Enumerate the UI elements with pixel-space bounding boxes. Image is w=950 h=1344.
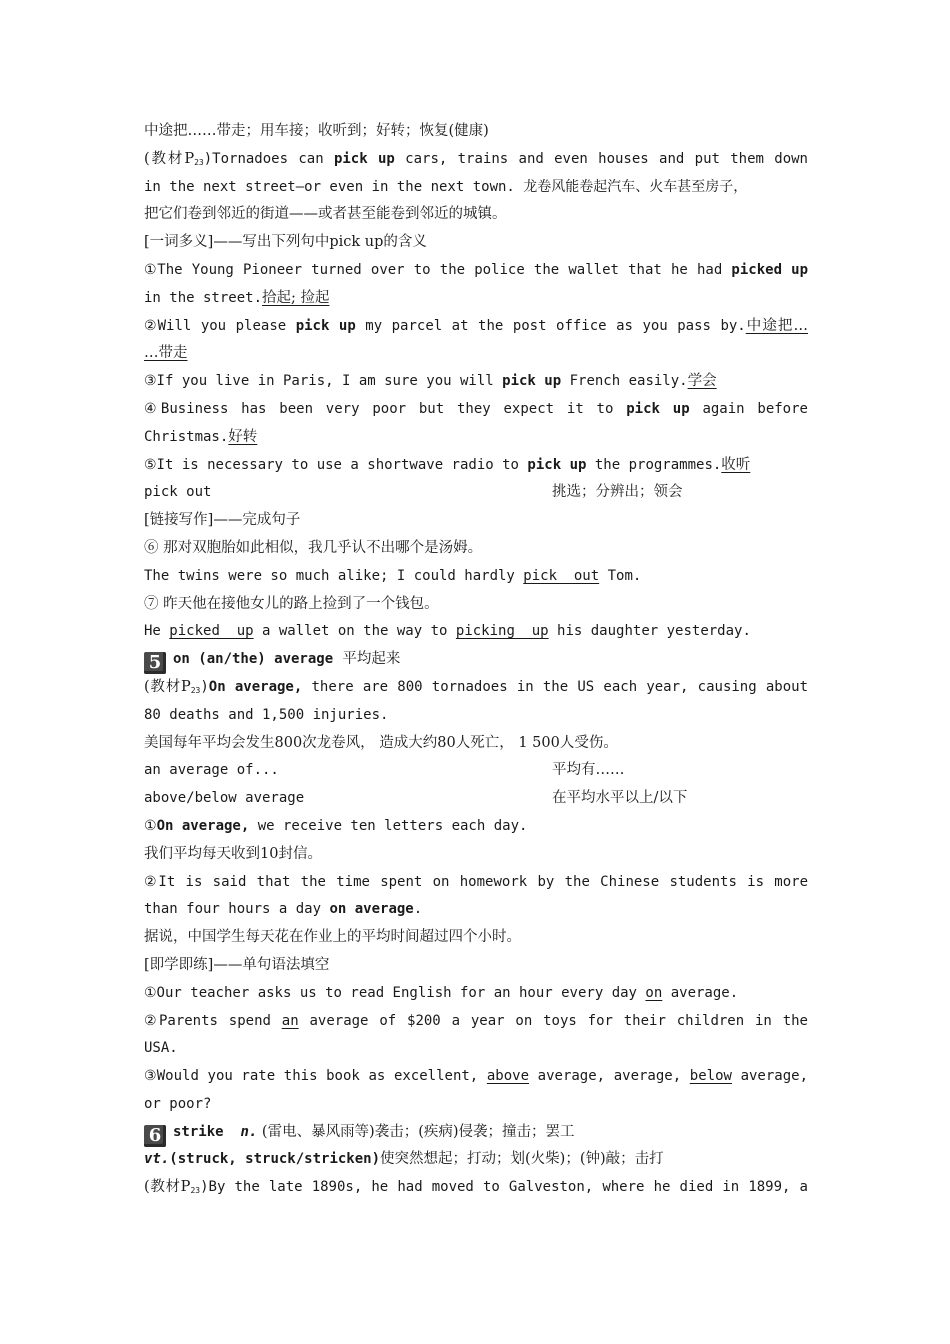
text-line: ②It is said that the time spent on homework by the Chinese students is more: [144, 873, 808, 890]
text-line: 我们平均每天收到10封信。: [144, 845, 322, 862]
text-fragment: a wallet on the way to: [253, 623, 456, 640]
text-line: USA.: [144, 1040, 178, 1057]
keyword: pick up: [502, 373, 562, 390]
text-fragment: )Tornadoes can: [203, 150, 334, 167]
textbook-ref: (教材P: [144, 1179, 191, 1196]
text-line: [144, 563, 808, 591]
text-fragment: ②Parents spend: [144, 1012, 282, 1029]
page-ref: 23: [194, 157, 204, 167]
text-line: [144, 813, 808, 841]
text-line: [144, 980, 808, 1008]
text-fragment: ②Will you please: [144, 317, 296, 334]
text-line: in the next street—or even in the next town. 龙卷风能卷起汽车、火车甚至房子，: [144, 178, 748, 195]
text-fragment: average, average,: [529, 1068, 690, 1085]
text-line: [144, 368, 808, 396]
text-line: ⑦ 昨天他在接他女儿的路上捡到了一个钱包。: [144, 595, 439, 612]
text-line: [144, 285, 808, 313]
text-fragment: my parcel at the post office as you pass by.: [355, 317, 746, 334]
part-of-speech: vt.: [144, 1151, 170, 1168]
phrase-row: [144, 785, 808, 813]
phrase-meaning: 在平均水平以上/以下: [552, 790, 688, 807]
phrase-meaning: 平均有……: [552, 762, 625, 779]
document-page: [144, 118, 808, 1202]
keyword: On average,: [156, 817, 250, 834]
entry-heading: [144, 646, 808, 674]
answer: 学会: [687, 373, 717, 390]
text-fragment: ③Would you rate this book as excellent,: [144, 1068, 487, 1085]
text-line: or poor?: [144, 1095, 212, 1112]
entry-phrase: on (an/the) average: [173, 651, 334, 668]
text-fragment: average.: [662, 984, 739, 1001]
entry-meaning: 平均起来: [333, 651, 401, 668]
text-fragment: He: [144, 623, 170, 640]
entry-meaning: (雷电、暴风雨等)袭击；(疾病)侵袭；撞击；罢工: [257, 1123, 575, 1140]
text-fragment: his daughter yesterday.: [548, 623, 751, 640]
text-line: [144, 313, 808, 341]
textbook-ref: (教材P: [144, 678, 191, 695]
text-fragment: French easily.: [561, 373, 688, 390]
text-fragment: in the street.: [144, 289, 263, 306]
answer: …带走: [144, 345, 188, 362]
phrase-row: [144, 479, 808, 507]
text-fragment: ③If you live in Paris, I am sure you will: [144, 373, 503, 390]
answer: pick out: [523, 567, 600, 584]
answer: picking up: [455, 623, 549, 640]
text-line: [144, 146, 808, 174]
text-fragment: ④Business has been very poor but they expect it to: [144, 400, 627, 417]
answer: above: [486, 1068, 530, 1085]
textbook-ref: (教材P: [144, 150, 195, 167]
keyword: pick up: [626, 400, 690, 417]
text-fragment: ①: [144, 817, 157, 834]
text-line: 美国每年平均会发生800次龙卷风， 造成大约80人死亡， 1 500人受伤。: [144, 734, 618, 751]
text-line: [144, 452, 808, 480]
text-line: [144, 396, 808, 424]
part-of-speech: n.: [240, 1123, 258, 1140]
section-label: [即学即练]——单句语法填空: [144, 956, 330, 973]
entry-word: strike: [173, 1123, 224, 1140]
text-line: 80 deaths and 1,500 injuries.: [144, 706, 389, 723]
text-line: 据说，中国学生每天花在作业上的平均时间超过四个小时。: [144, 929, 521, 946]
text-fragment: average of $200 a year on toys for their children in the: [298, 1012, 808, 1029]
answer: 收听: [721, 456, 751, 473]
entry-number-badge: 6: [144, 1125, 166, 1147]
section-label: [链接写作]——完成句子: [144, 512, 301, 529]
text-fragment: than four hours a day: [144, 901, 330, 918]
section-label: [一词多义]——写出下列句中pick up的含义: [144, 234, 427, 251]
text-fragment: there are 800 tornadoes in the US each year, causing about: [302, 678, 808, 695]
phrase: above/below average: [144, 790, 305, 807]
text-fragment: )By the late 1890s, he had moved to Galveston, where he died in 1899, a: [200, 1179, 808, 1196]
keyword: pick up: [333, 150, 395, 167]
answer: 好转: [228, 428, 258, 445]
phrase-row: [144, 757, 808, 785]
text-line: 把它们卷到邻近的街道——或者甚至能卷到邻近的城镇。: [144, 206, 507, 223]
text-line: 中途把……带走；用车接；收听到；好转；恢复(健康): [144, 123, 489, 139]
phrase: an average of...: [144, 762, 279, 779]
phrase: pick out: [144, 484, 212, 501]
keyword: pick up: [295, 317, 356, 334]
text-line: [144, 674, 808, 702]
text-fragment: ①The Young Pioneer turned over to the police the wallet that he had: [144, 261, 732, 278]
text-line: [144, 424, 808, 452]
text-line: [144, 896, 808, 924]
answer: below: [689, 1068, 732, 1085]
text-fragment: .: [413, 901, 423, 918]
answer: an: [281, 1012, 299, 1029]
entry-number-badge: 5: [144, 652, 166, 674]
keyword: On average,: [208, 678, 303, 695]
text-line: [144, 1008, 808, 1036]
text-fragment: Tom.: [599, 567, 642, 584]
text-line: [144, 1063, 808, 1091]
verb-forms: (struck, struck/stricken): [169, 1151, 381, 1168]
text-fragment: ): [200, 678, 209, 695]
text-fragment: ①Our teacher asks us to read English for an hour every day: [144, 984, 646, 1001]
keyword: on average: [329, 901, 414, 918]
answer: on: [645, 984, 663, 1001]
text-fragment: we receive ten letters each day.: [249, 817, 528, 834]
keyword: pick up: [527, 456, 587, 473]
page-ref: 23: [190, 685, 201, 695]
text-line: [144, 340, 808, 368]
page-ref: 23: [190, 1186, 201, 1196]
text-fragment: ⑤It is necessary to use a shortwave radio to: [144, 456, 528, 473]
entry-heading: [144, 1119, 808, 1147]
text-fragment: again before: [689, 400, 808, 417]
text-fragment: cars, trains and even houses and put them down: [394, 150, 808, 167]
text-fragment: The twins were so much alike; I could hardly: [144, 567, 524, 584]
text-fragment: average,: [731, 1068, 808, 1085]
text-line: [144, 618, 808, 646]
answer: 中途把…: [745, 317, 809, 334]
text-line: [144, 1174, 808, 1202]
answer: 拾起; 捡起: [262, 289, 330, 306]
entry-meaning: 使突然想起；打动；划(火柴)；(钟)敲；击打: [380, 1151, 664, 1168]
text-line: ⑥ 那对双胞胎如此相似，我几乎认不出哪个是汤姆。: [144, 539, 483, 556]
text-line: [144, 257, 808, 285]
keyword: picked up: [731, 261, 809, 278]
text-fragment: Christmas.: [144, 428, 229, 445]
text-fragment: the programmes.: [586, 456, 722, 473]
text-line: [144, 1146, 808, 1174]
phrase-meaning: 挑选；分辨出；领会: [552, 484, 683, 501]
answer: picked up: [169, 623, 254, 640]
